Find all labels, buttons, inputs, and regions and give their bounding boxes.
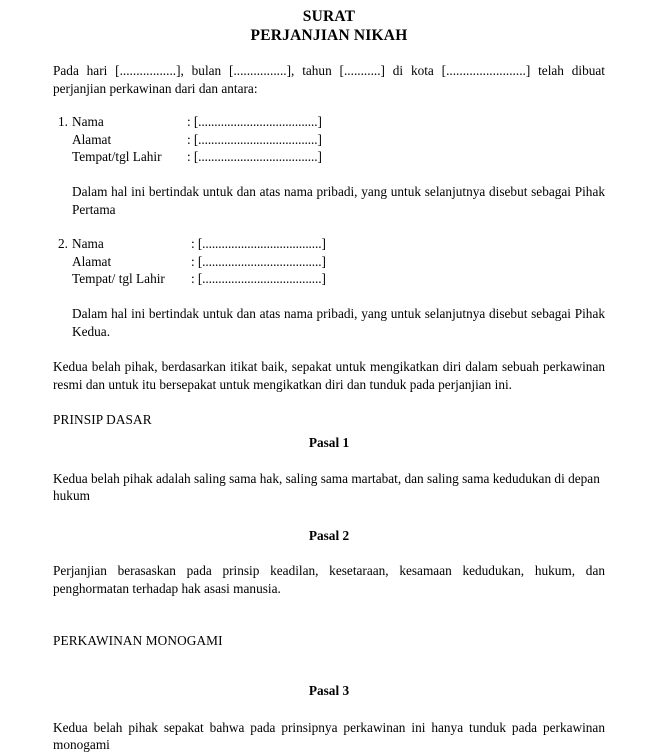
party-1-label-tempat-tgl-lahir: Tempat/tgl Lahir <box>72 149 162 165</box>
article-body-pasal-2: Perjanjian berasaskan pada prinsip keadilan, kesetaraan, kesamaan kedudukan, hukum, dan penghormatan terhadap hak asasi manusia. <box>53 563 605 596</box>
party-2-value-alamat: : [.....................................] <box>191 253 326 269</box>
party-2-number: 2. <box>58 236 68 252</box>
party-block-2 <box>53 235 605 340</box>
section-heading-prinsip-dasar: PRINSIP DASAR <box>53 412 152 428</box>
party-1-number: 1. <box>58 114 68 130</box>
intro-paragraph: Pada hari [.................], bulan [................], tahun [...........] di kota [........................] telah dibuat perjanjian perkawinan dari dan antara: <box>53 63 605 96</box>
party-2-label-tempat-tgl-lahir: Tempat/ tgl Lahir <box>72 271 165 287</box>
party-2-label-nama: Nama <box>72 236 104 252</box>
party-2-row-alamat <box>53 253 605 271</box>
party-1-label-alamat: Alamat <box>72 131 112 147</box>
party-1-value-nama: : [.....................................] <box>187 114 322 130</box>
document-text-column <box>53 0 605 754</box>
document-title-line-2: PERJANJIAN NIKAH <box>250 27 408 44</box>
party-1-value-tempat-tgl-lahir: : [.....................................] <box>187 149 322 165</box>
party-1-label-nama: Nama <box>72 114 104 130</box>
party-1-row-tempat-tgl-lahir <box>53 148 605 166</box>
article-body-pasal-3: Kedua belah pihak sepakat bahwa pada prinsipnya perkawinan ini hanya tunduk pada perkawinan monogami <box>53 719 605 753</box>
article-heading-pasal-2: Pasal 2 <box>308 527 350 543</box>
document-title <box>53 7 605 45</box>
party-1-note: Dalam hal ini bertindak untuk dan atas nama pribadi, yang untuk selanjutnya disebut sebagai Pihak Pertama <box>72 183 605 217</box>
party-2-row-tempat-tgl-lahir <box>53 270 605 288</box>
article-body-pasal-1: Kedua belah pihak adalah saling sama hak, saling sama martabat, dan saling sama kedudukan di depan hukum <box>53 470 600 504</box>
party-1-value-alamat: : [.....................................] <box>187 131 322 147</box>
document-title-line-1: SURAT <box>302 8 356 25</box>
party-2-note: Dalam hal ini bertindak untuk dan atas nama pribadi, yang untuk selanjutnya disebut sebagai Pihak Kedua. <box>72 305 605 339</box>
party-block-1 <box>53 113 605 218</box>
party-1-row-nama <box>53 113 605 131</box>
party-1-row-alamat <box>53 131 605 149</box>
article-heading-pasal-3: Pasal 3 <box>308 683 350 699</box>
party-2-label-alamat: Alamat <box>72 253 112 269</box>
party-2-row-nama <box>53 235 605 253</box>
party-2-value-tempat-tgl-lahir: : [.....................................] <box>191 271 326 287</box>
section-heading-perkawinan-monogami: PERKAWINAN MONOGAMI <box>53 633 223 649</box>
party-2-value-nama: : [.....................................] <box>191 236 326 252</box>
article-heading-pasal-1: Pasal 1 <box>308 434 350 450</box>
agreement-paragraph: Kedua belah pihak, berdasarkan itikat baik, sepakat untuk mengikatkan diri dalam sebuah perkawinan resmi dan untuk itu bersepakat untuk mengikatkan diri dan tunduk pada perjanjian ini. <box>53 359 605 392</box>
